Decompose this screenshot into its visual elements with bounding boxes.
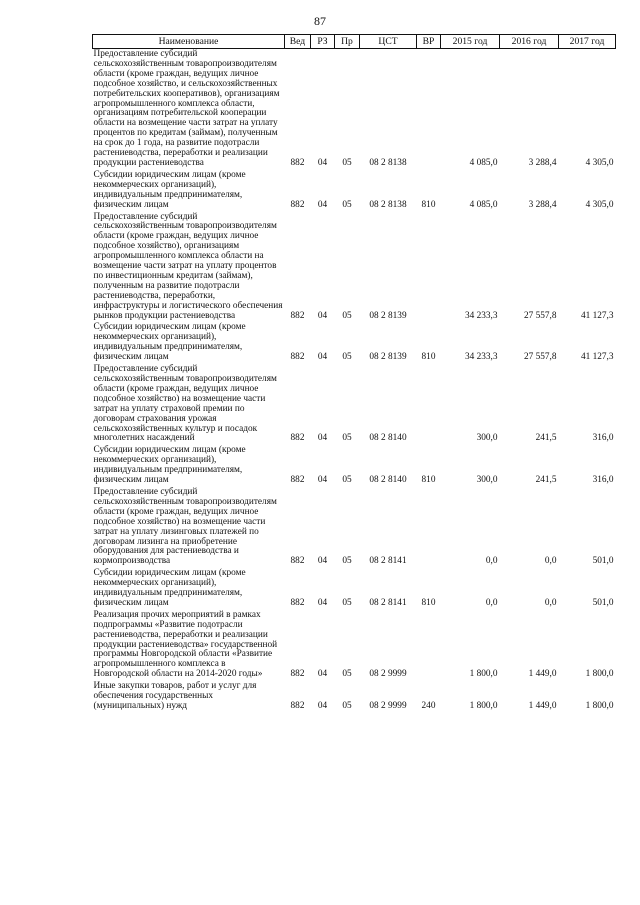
cell-name: Иные закупки товаров, работ и услуг для обеспечения государственных (муниципальных) нужд (93, 681, 257, 711)
table-header-row (93, 35, 616, 49)
header-pr: Пр (335, 35, 360, 49)
cell-cst: 08 2 8140 (369, 475, 407, 486)
header-2017: 2017 год (559, 35, 616, 49)
cell-2016: 1 449,0 (528, 701, 557, 711)
cell-name: Субсидии юридическим лицам (кроме некоммерческих организаций), индивидуальным предпринимателям, физическим лицам (93, 169, 246, 210)
cell-cst: 08 2 8141 (369, 597, 407, 608)
header-2016: 2016 год (500, 35, 559, 49)
cell-2017: 41 127,3 (580, 310, 614, 321)
cell-cst: 08 2 8139 (369, 310, 407, 321)
cell-2016: 241,5 (535, 433, 557, 444)
cell-pr: 05 (342, 701, 352, 711)
cell-ved: 882 (290, 475, 305, 486)
cell-name: Предоставление субсидий сельскохозяйственным товаропроизводителям области (кроме граждан, ведущих личное подсобное хозяйство) на возмещение части затрат на уплату страховой премии по договорам страхования урожая сельскохозяйственных культур и посадок многолетних насаждений (93, 364, 277, 444)
cell-2017: 1 800,0 (585, 669, 614, 680)
cell-2017: 316,0 (592, 475, 614, 486)
cell-2015: 1 800,0 (469, 701, 498, 711)
cell-rz: 04 (317, 556, 328, 567)
cell-vr: 810 (421, 199, 436, 210)
cell-2017: 4 305,0 (585, 199, 614, 210)
cell-rz: 04 (317, 475, 328, 486)
cell-pr: 05 (342, 597, 352, 608)
cell-name: Субсидии юридическим лицам (кроме некоммерческих организаций), индивидуальным предпринимателям, физическим лицам (93, 568, 246, 608)
table-row (93, 610, 616, 681)
cell-rz: 04 (317, 669, 328, 680)
cell-2017: 4 305,0 (585, 157, 614, 168)
cell-2016: 0,0 (544, 556, 557, 567)
cell-rz: 04 (317, 701, 328, 711)
cell-vr: 240 (421, 701, 436, 711)
cell-ved: 882 (290, 310, 305, 321)
cell-2016: 3 288,4 (528, 199, 557, 210)
cell-vr (417, 487, 441, 568)
cell-ved: 882 (290, 433, 305, 444)
cell-cst: 08 2 9999 (369, 701, 407, 711)
cell-2015: 300,0 (476, 475, 498, 486)
cell-vr (417, 49, 441, 170)
cell-2017: 501,0 (592, 556, 614, 567)
cell-ved: 882 (290, 669, 305, 680)
header-name: Наименование (93, 35, 285, 49)
cell-pr: 05 (342, 199, 352, 210)
cell-2017: 41 127,3 (580, 352, 614, 363)
cell-pr: 05 (342, 352, 352, 363)
cell-pr: 05 (342, 433, 352, 444)
cell-ved: 882 (290, 157, 305, 168)
cell-2015: 0,0 (485, 597, 498, 608)
table-row (93, 487, 616, 568)
cell-rz: 04 (317, 157, 328, 168)
table-row (93, 170, 616, 212)
cell-2015: 34 233,3 (464, 310, 498, 321)
cell-rz: 04 (317, 199, 328, 210)
page-number: 87 (314, 14, 326, 28)
cell-pr: 05 (342, 556, 352, 567)
header-rz: РЗ (311, 35, 335, 49)
cell-2016: 1 449,0 (528, 669, 557, 680)
cell-name: Субсидии юридическим лицам (кроме некоммерческих организаций), индивидуальным предпринимателям, физическим лицам (93, 322, 246, 363)
cell-cst: 08 2 8138 (369, 199, 407, 210)
cell-ved: 882 (290, 199, 305, 210)
cell-cst: 08 2 8141 (369, 556, 407, 567)
cell-2015: 34 233,3 (464, 352, 498, 363)
cell-name: Реализация прочих мероприятий в рамках подпрограммы «Развитие подотрасли растениеводства, переработки и реализации продукции растениеводства» государственной программы Новгородской области «Развитие агропромышленного комплекса в Новгородской области на 2014-2020 годы» (93, 609, 278, 680)
table-row (93, 568, 616, 610)
cell-vr: 810 (421, 352, 436, 363)
cell-2016: 27 557,8 (523, 310, 557, 321)
cell-cst: 08 2 8139 (369, 352, 407, 363)
cell-vr (417, 610, 441, 681)
cell-vr (417, 212, 441, 323)
cell-vr: 810 (421, 475, 436, 486)
header-ved: Вед (285, 35, 311, 49)
header-vr: ВР (417, 35, 441, 49)
table-row (93, 322, 616, 364)
cell-cst: 08 2 8138 (369, 157, 407, 168)
cell-ved: 882 (290, 701, 305, 711)
cell-name: Предоставление субсидий сельскохозяйственным товаропроизводителям области (кроме граждан, ведущих личное подсобное хозяйство), организациям агропромышленного комплекса области на возмещение части затрат на уплату процентов по инвестиционным кредитам (займам), полученным на развитие подотрасли растениеводства, переработки, инфраструктуры и логистического обеспечения рынков продукции растениеводства (93, 211, 283, 321)
table-row (93, 49, 616, 170)
cell-2017: 501,0 (592, 597, 614, 608)
cell-pr: 05 (342, 669, 352, 680)
cell-2015: 4 085,0 (469, 157, 498, 168)
cell-ved: 882 (290, 556, 305, 567)
cell-2015: 1 800,0 (469, 669, 498, 680)
cell-2015: 0,0 (485, 556, 498, 567)
header-2015: 2015 год (441, 35, 500, 49)
cell-pr: 05 (342, 157, 352, 168)
cell-2016: 3 288,4 (528, 157, 557, 168)
cell-2016: 0,0 (544, 597, 557, 608)
cell-rz: 04 (317, 597, 328, 608)
cell-2016: 27 557,8 (523, 352, 557, 363)
cell-pr: 05 (342, 310, 352, 321)
cell-2015: 4 085,0 (469, 199, 498, 210)
table-row (93, 445, 616, 487)
table-row (93, 212, 616, 323)
cell-pr: 05 (342, 475, 352, 486)
cell-cst: 08 2 9999 (369, 669, 407, 680)
header-cst: ЦСТ (360, 35, 417, 49)
cell-cst: 08 2 8140 (369, 433, 407, 444)
cell-ved: 882 (290, 597, 305, 608)
cell-vr (417, 364, 441, 445)
cell-2017: 316,0 (592, 433, 614, 444)
table-row (93, 364, 616, 445)
cell-name: Субсидии юридическим лицам (кроме некоммерческих организаций), индивидуальным предпринимателям, физическим лицам (93, 445, 246, 486)
budget-table (92, 34, 616, 713)
cell-name: Предоставление субсидий сельскохозяйственным товаропроизводителям области (кроме граждан, ведущих личное подсобное хозяйство, и сельскохозяйственных потребительских кооперативов), организациям агропромышленного комплекса области, организациям потребительской кооперации области на возмещение части затрат на уплату процентов по кредитам (займам), полученным на срок до 1 года, на развитие подотрасли растениеводства, переработки и реализации продукции растениеводства (93, 49, 280, 168)
cell-vr: 810 (421, 597, 436, 608)
cell-2017: 1 800,0 (585, 701, 614, 711)
table-row (93, 681, 616, 713)
cell-rz: 04 (317, 352, 328, 363)
table-body (93, 49, 616, 713)
cell-rz: 04 (317, 433, 328, 444)
cell-ved: 882 (290, 352, 305, 363)
cell-2016: 241,5 (535, 475, 557, 486)
cell-2015: 300,0 (476, 433, 498, 444)
cell-rz: 04 (317, 310, 328, 321)
cell-name: Предоставление субсидий сельскохозяйственным товаропроизводителям области (кроме граждан, ведущих личное подсобное хозяйство) на возмещение части затрат на уплату лизинговых платежей по договорам лизинга на приобретение оборудования для растениеводства и кормопроизводства (93, 486, 277, 567)
